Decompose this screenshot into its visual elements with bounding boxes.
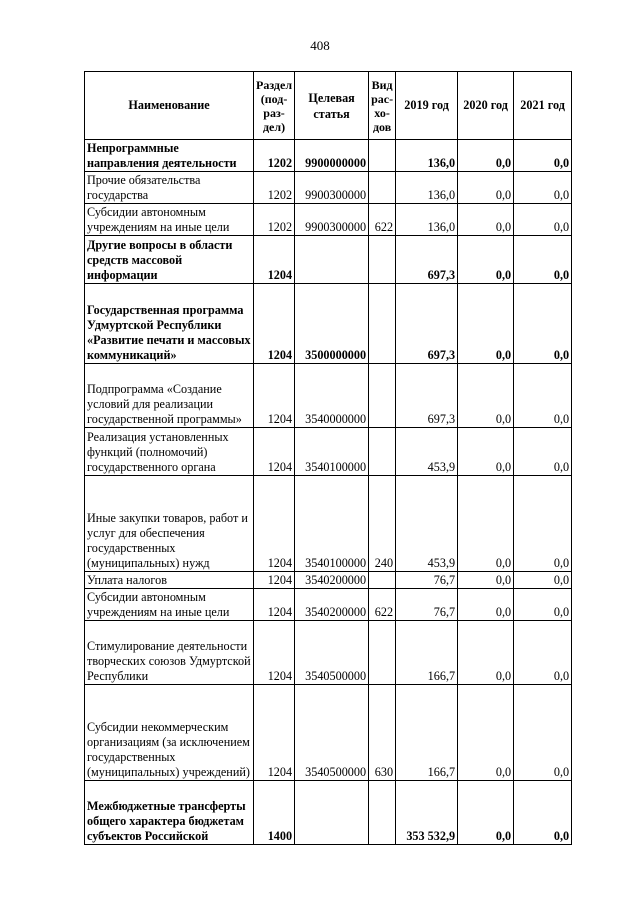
row-name: Подпрограмма «Создание условий для реализации государственной программы» — [85, 364, 254, 428]
row-name: Непрограммные направления деятельности — [85, 140, 254, 172]
row-target: 3540200000 — [295, 589, 369, 621]
row-name: Субсидии автономным учреждениям на иные цели — [85, 204, 254, 236]
row-value-2020: 0,0 — [458, 589, 514, 621]
row-value-2020: 0,0 — [458, 781, 514, 845]
row-value-2020: 0,0 — [458, 172, 514, 204]
row-target: 3540100000 — [295, 428, 369, 476]
row-expense-type: 240 — [369, 476, 396, 572]
table-row — [85, 236, 572, 284]
row-name: Реализация установленных функций (полномочий) государственного органа — [85, 428, 254, 476]
row-target — [295, 781, 369, 845]
row-value-2021: 0,0 — [514, 685, 572, 781]
row-expense-type — [369, 572, 396, 589]
row-name: Субсидии некоммерческим организациям (за исключением государственных (муниципальных) учреждений) — [85, 685, 254, 781]
row-value-2019: 453,9 — [396, 476, 458, 572]
row-expense-type: 622 — [369, 204, 396, 236]
header-2021: 2021 год — [514, 72, 572, 140]
table-row — [85, 284, 572, 364]
row-value-2019: 453,9 — [396, 428, 458, 476]
table-row — [85, 140, 572, 172]
row-name: Другие вопросы в области средств массовой информации — [85, 236, 254, 284]
row-value-2020: 0,0 — [458, 284, 514, 364]
row-name: Межбюджетные трансферты общего характера бюджетам субъектов Российской — [85, 781, 254, 845]
row-value-2019: 166,7 — [396, 685, 458, 781]
row-value-2021: 0,0 — [514, 572, 572, 589]
row-value-2020: 0,0 — [458, 364, 514, 428]
row-value-2019: 353 532,9 — [396, 781, 458, 845]
row-value-2020: 0,0 — [458, 476, 514, 572]
page-number: 408 — [310, 38, 330, 53]
table-row — [85, 204, 572, 236]
row-value-2021: 0,0 — [514, 236, 572, 284]
row-expense-type — [369, 428, 396, 476]
row-target: 9900300000 — [295, 172, 369, 204]
row-section: 1202 — [254, 172, 295, 204]
row-value-2021: 0,0 — [514, 621, 572, 685]
row-name: Иные закупки товаров, работ и услуг для обеспечения государственных (муниципальных) нужд — [85, 476, 254, 572]
row-value-2019: 166,7 — [396, 621, 458, 685]
row-value-2020: 0,0 — [458, 572, 514, 589]
row-expense-type — [369, 621, 396, 685]
row-target: 3540500000 — [295, 621, 369, 685]
table-row — [85, 172, 572, 204]
row-value-2019: 76,7 — [396, 589, 458, 621]
table-row — [85, 621, 572, 685]
row-expense-type — [369, 284, 396, 364]
row-value-2021: 0,0 — [514, 284, 572, 364]
row-expense-type — [369, 236, 396, 284]
row-section: 1204 — [254, 621, 295, 685]
row-section: 1204 — [254, 236, 295, 284]
table-row — [85, 476, 572, 572]
row-expense-type — [369, 781, 396, 845]
row-name: Стимулирование деятельности творческих союзов Удмуртской Республики — [85, 621, 254, 685]
row-value-2021: 0,0 — [514, 204, 572, 236]
row-name: Уплата налогов — [85, 572, 254, 589]
row-value-2020: 0,0 — [458, 428, 514, 476]
header-section: Раздел (под- раз- дел) — [254, 72, 295, 140]
row-value-2020: 0,0 — [458, 236, 514, 284]
row-section: 1202 — [254, 204, 295, 236]
row-value-2019: 76,7 — [396, 572, 458, 589]
row-value-2020: 0,0 — [458, 621, 514, 685]
row-section: 1202 — [254, 140, 295, 172]
row-value-2021: 0,0 — [514, 140, 572, 172]
row-section: 1204 — [254, 284, 295, 364]
row-target: 9900300000 — [295, 204, 369, 236]
table-row — [85, 685, 572, 781]
row-value-2020: 0,0 — [458, 685, 514, 781]
table-row — [85, 428, 572, 476]
row-value-2021: 0,0 — [514, 364, 572, 428]
row-value-2019: 136,0 — [396, 140, 458, 172]
row-value-2020: 0,0 — [458, 204, 514, 236]
row-target: 3540000000 — [295, 364, 369, 428]
row-value-2021: 0,0 — [514, 428, 572, 476]
row-target — [295, 236, 369, 284]
row-section: 1204 — [254, 428, 295, 476]
row-value-2021: 0,0 — [514, 172, 572, 204]
row-expense-type: 622 — [369, 589, 396, 621]
row-value-2019: 697,3 — [396, 236, 458, 284]
header-expense-type: Вид рас- хо- дов — [369, 72, 396, 140]
row-section: 1204 — [254, 476, 295, 572]
row-expense-type — [369, 140, 396, 172]
row-target: 9900000000 — [295, 140, 369, 172]
budget-table — [84, 71, 572, 845]
table-row — [85, 364, 572, 428]
row-name: Государственная программа Удмуртской Республики «Развитие печати и массовых коммуникаций» — [85, 284, 254, 364]
row-section: 1204 — [254, 685, 295, 781]
row-target: 3500000000 — [295, 284, 369, 364]
row-section: 1400 — [254, 781, 295, 845]
row-expense-type — [369, 364, 396, 428]
table-row — [85, 589, 572, 621]
row-value-2019: 136,0 — [396, 204, 458, 236]
row-value-2019: 697,3 — [396, 284, 458, 364]
row-target: 3540200000 — [295, 572, 369, 589]
table-row — [85, 781, 572, 845]
table-row — [85, 572, 572, 589]
row-value-2020: 0,0 — [458, 140, 514, 172]
header-target: Целевая статья — [295, 72, 369, 140]
row-section: 1204 — [254, 589, 295, 621]
table-header-row — [85, 72, 572, 140]
row-target: 3540500000 — [295, 685, 369, 781]
header-2020: 2020 год — [458, 72, 514, 140]
row-name: Субсидии автономным учреждениям на иные цели — [85, 589, 254, 621]
row-name: Прочие обязательства государства — [85, 172, 254, 204]
row-expense-type: 630 — [369, 685, 396, 781]
header-name: Наименование — [85, 72, 254, 140]
row-expense-type — [369, 172, 396, 204]
row-section: 1204 — [254, 572, 295, 589]
row-value-2021: 0,0 — [514, 589, 572, 621]
row-value-2019: 697,3 — [396, 364, 458, 428]
header-2019: 2019 год — [396, 72, 458, 140]
row-value-2019: 136,0 — [396, 172, 458, 204]
row-value-2021: 0,0 — [514, 476, 572, 572]
row-target: 3540100000 — [295, 476, 369, 572]
row-section: 1204 — [254, 364, 295, 428]
row-value-2021: 0,0 — [514, 781, 572, 845]
